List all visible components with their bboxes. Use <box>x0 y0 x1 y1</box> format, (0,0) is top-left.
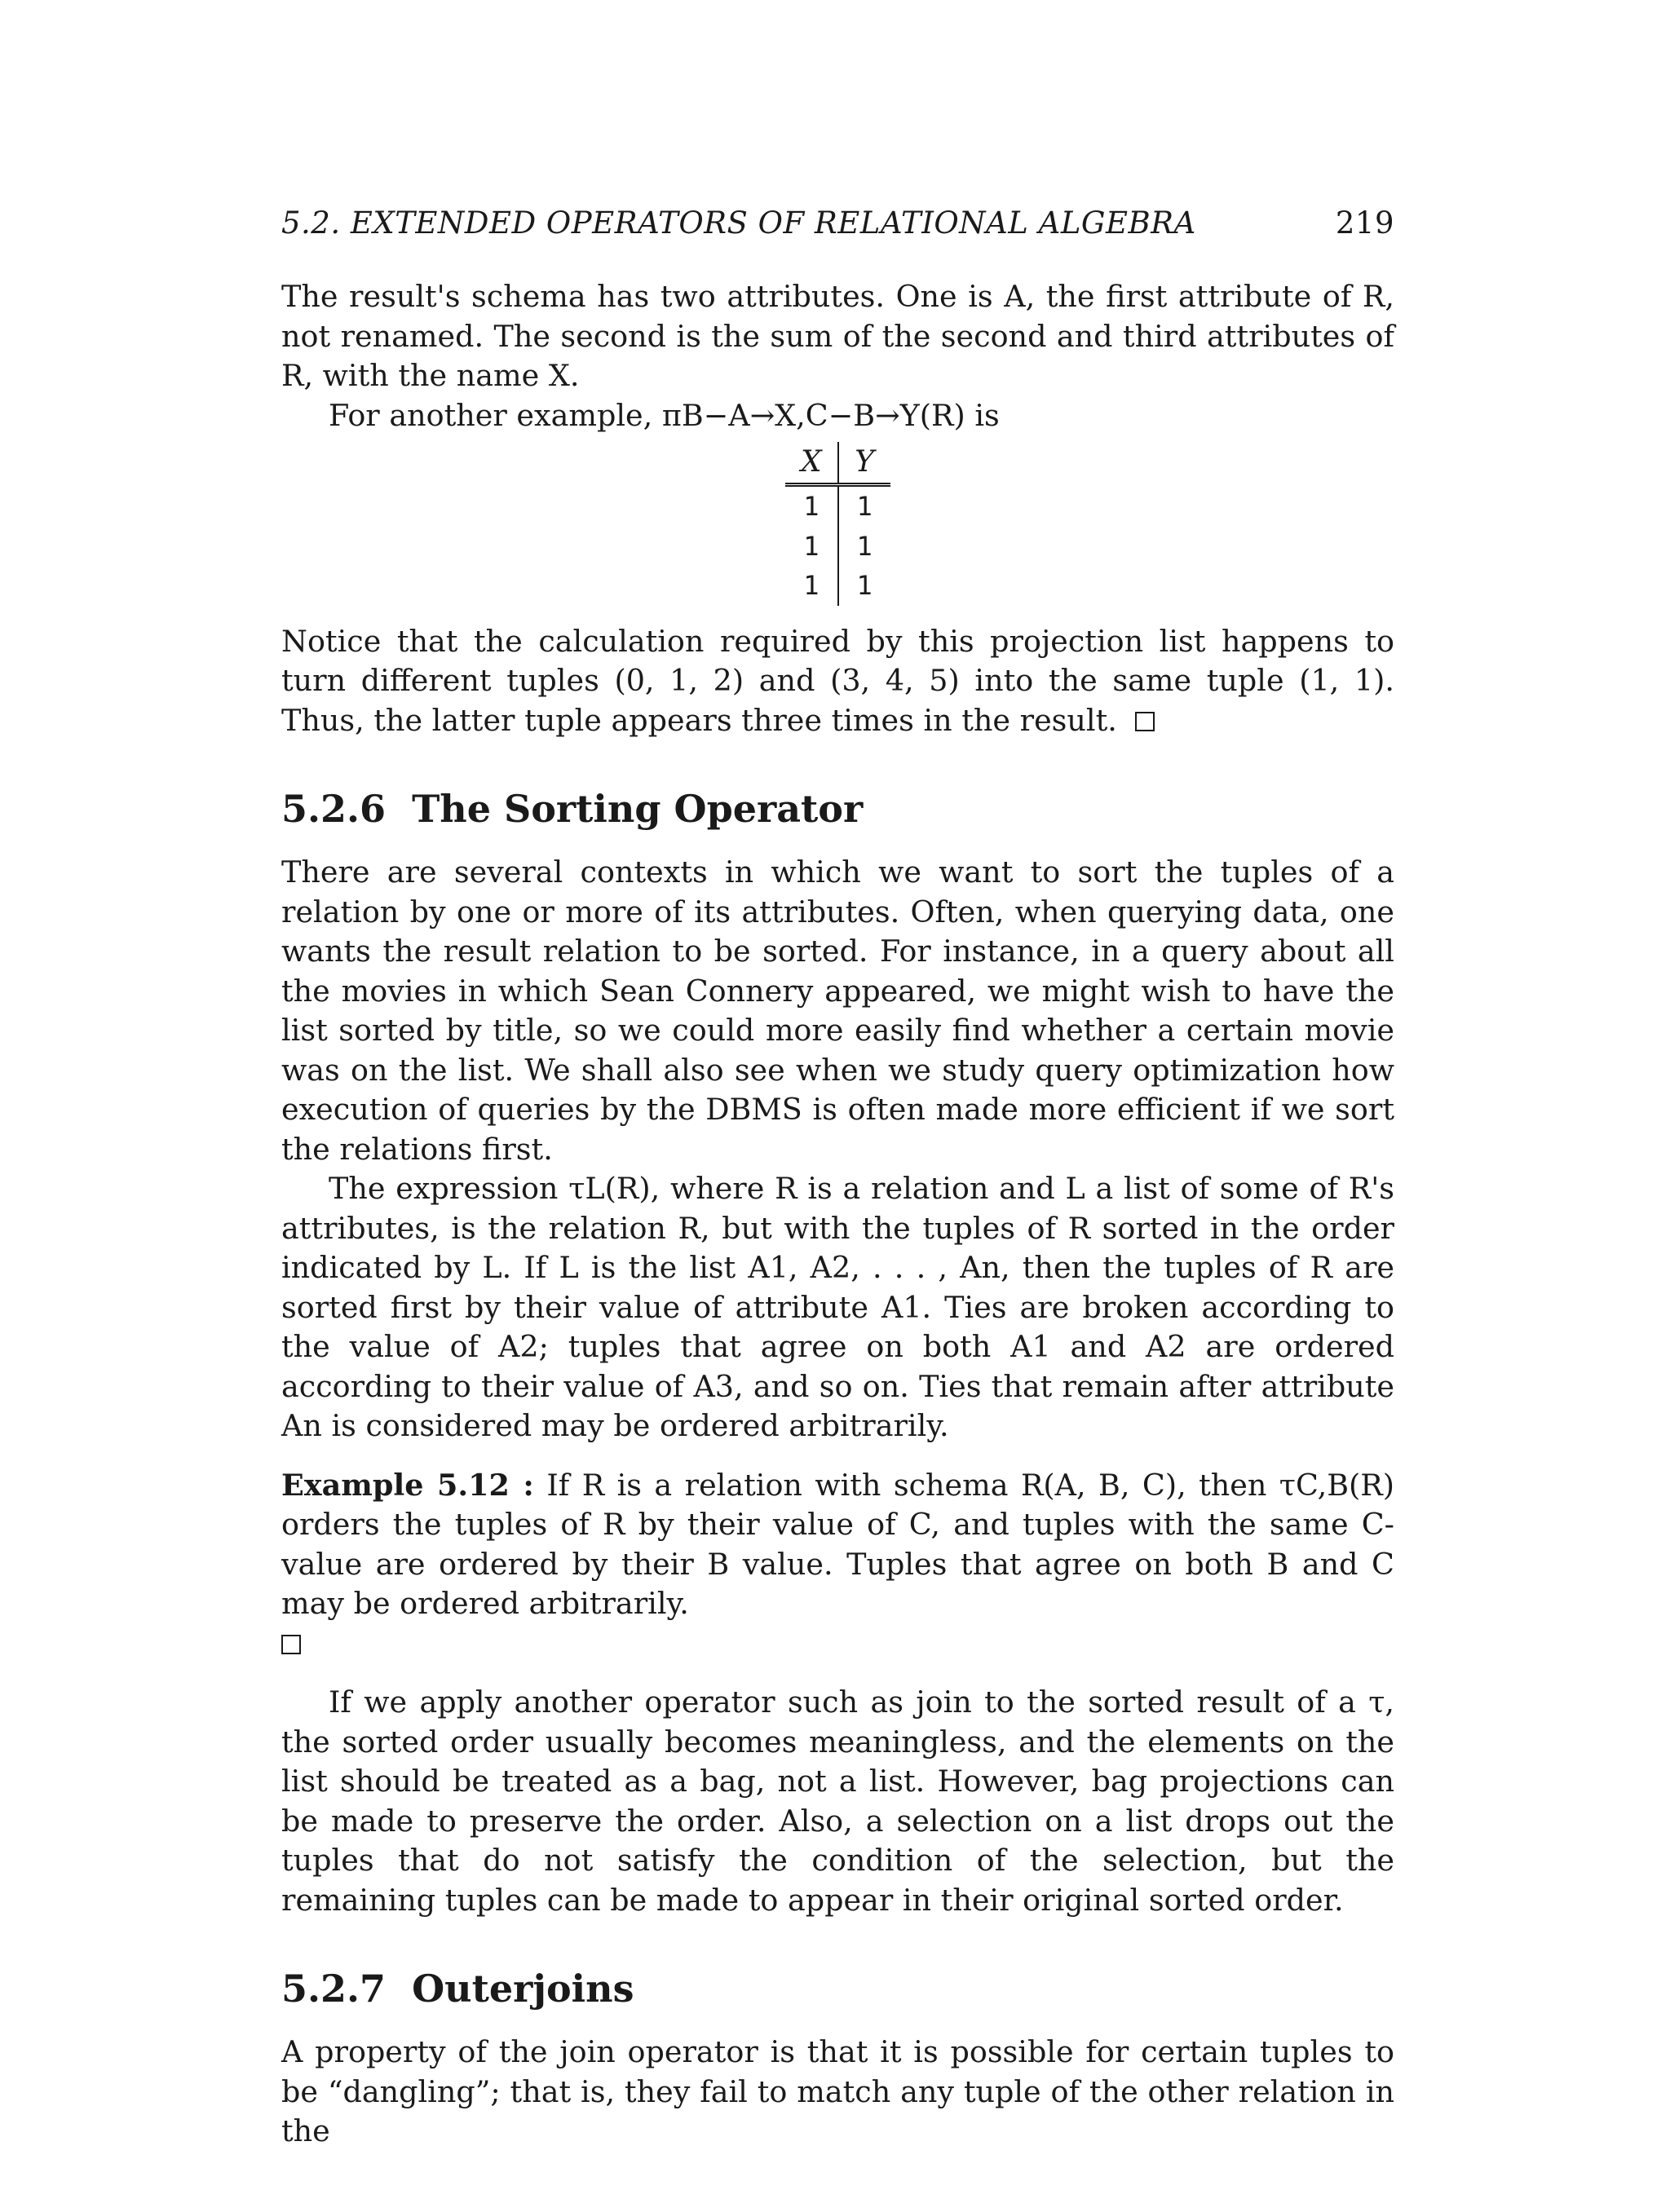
example-text: If R is a relation with schema R(A, B, C), then τC,B(R) orders the tuples of R by their value of C, and tuples with the same C-value are ordered by their B value. Tuples that agree on both B and C may be ordered arbitrarily. <box>281 1467 1395 1621</box>
running-header <box>281 204 1394 245</box>
outerjoins-paragraph-1: A property of the join operator is that it is possible for certain tuples to be “dangling”; that is, they fail to match any tuple of the other relation in the <box>281 2034 1394 2148</box>
example-end <box>281 1624 1394 1664</box>
projection-result-table-wrapper <box>281 442 1394 606</box>
end-of-example-icon <box>1135 712 1155 731</box>
table-row <box>785 527 890 567</box>
section-heading-outerjoins <box>281 1966 1394 2011</box>
sorting-paragraph-2: The expression τL(R), where R is a relation and L a list of some of R's attributes, is the relation R, but with the tuples of R sorted in the order indicated by L. If L is the list A1, A2, . . . , An, then the tuples of R are sorted first by their value of attribute A1. Ties are broken according to the value of A2; tuples that agree on both A1 and A2 are ordered according to their value of A3, and so on. Ties that remain after attribute An is considered may be ordered arbitrarily. <box>281 1171 1394 1443</box>
example-label: Example 5.12 : <box>281 1467 534 1503</box>
sorting-paragraph-1: There are several contexts in which we want to sort the tuples of a relation by one or more of its attributes. Often, when querying data, one wants the result relation to be sorted. For instance, in a query about all the movies in which Sean Connery appeared, we might wish to have the list sorted by title, so we could more easily find whether a certain movie was on the list. We shall also see when we study query optimization how execution of queries by the DBMS is often made more efficient if we sort the relations first. <box>281 854 1394 1167</box>
section-title: Outerjoins <box>412 1967 634 2011</box>
table-cell: 1 <box>856 530 873 562</box>
projection-notice-paragraph <box>281 622 1394 741</box>
sorting-paragraph-3: If we apply another operator such as join to the sorted result of a τ, the sorted order usually becomes meaningless, and the elements on the list should be treated as a bag, not a list. However, bag projections can be made to preserve the order. Also, a selection on a list drops out the tuples that do not satisfy the condition of the selection, but the remaining tuples can be made to appear in their original sorted order. <box>281 1684 1394 1918</box>
section-number: 5.2.6 <box>281 787 387 831</box>
end-of-example-icon <box>281 1635 301 1654</box>
projection-result-table <box>785 442 890 606</box>
section-number: 5.2.7 <box>281 1967 387 2011</box>
column-header-x: X <box>785 442 837 485</box>
projection-example-intro: For another example, πB−A→X,C−B→Y(R) is <box>329 397 1000 433</box>
example-5-12 <box>281 1466 1394 1624</box>
page-number: 219 <box>1335 205 1394 241</box>
book-page <box>281 204 1394 2152</box>
table-cell: 1 <box>785 527 837 567</box>
table-cell: 1 <box>856 570 873 601</box>
intro-paragraph: The result's schema has two attributes. One is A, the first attribute of R, not renamed. The second is the sum of the second and third attributes of R, with the name X. <box>281 279 1394 393</box>
section-heading-sorting <box>281 786 1394 832</box>
table-cell: 1 <box>785 485 837 527</box>
running-title: 5.2. EXTENDED OPERATORS OF RELATIONAL ALGEBRA <box>281 205 1196 241</box>
section-title: The Sorting Operator <box>412 787 864 831</box>
projection-notice-text: Notice that the calculation required by this projection list happens to turn different tuples (0, 1, 2) and (3, 4, 5) into the same tuple (1, 1). Thus, the latter tuple appears three times in the result. <box>281 623 1394 738</box>
table-cell: 1 <box>856 491 873 522</box>
table-header-row <box>785 442 890 485</box>
table-cell: 1 <box>785 566 837 606</box>
column-header-y: Y <box>838 442 890 485</box>
table-row <box>785 485 890 527</box>
table-row <box>785 566 890 606</box>
